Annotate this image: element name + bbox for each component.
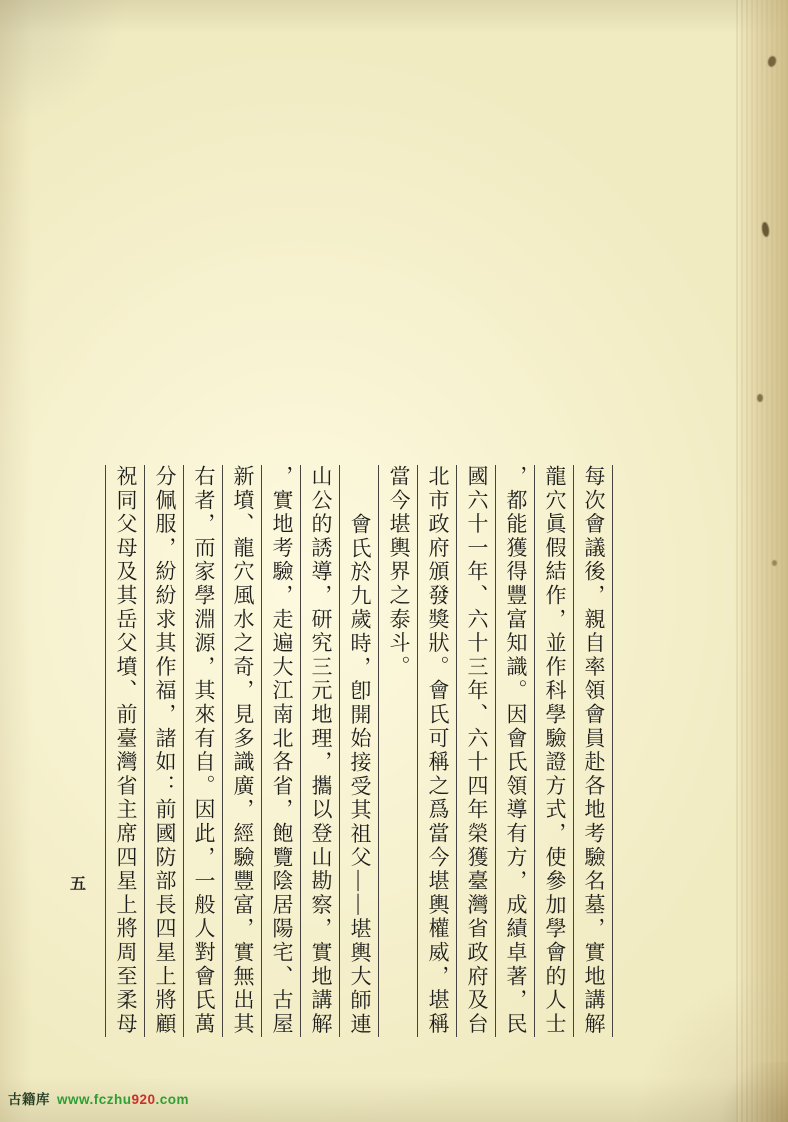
text-block bbox=[105, 465, 613, 1037]
text-column-1: 每次會議後，親自率領會員赴各地考驗名墓，實地講解 bbox=[573, 465, 612, 1037]
text-column-4: 國六十一年、六十三年、六十四年榮獲臺灣省政府及台 bbox=[456, 465, 495, 1037]
text-column-5: 北市政府頒發獎狀。會氏可稱之爲當今堪輿權威，堪稱 bbox=[417, 465, 456, 1037]
text-column-6: 當今堪輿界之泰斗。 bbox=[378, 465, 417, 1037]
page-number: 五 bbox=[70, 876, 87, 893]
page-edge-speck bbox=[757, 394, 763, 402]
watermark bbox=[8, 1088, 189, 1108]
corner-smudge bbox=[718, 1062, 788, 1122]
watermark-url-number: 920 bbox=[131, 1092, 156, 1107]
page-fore-edge bbox=[736, 0, 788, 1122]
watermark-url-prefix: www.fczhu bbox=[57, 1092, 132, 1107]
text-column-11: 右者，而家學淵源，其來有自。因此，一般人對會氏萬 bbox=[183, 465, 222, 1037]
text-column-3: ，都能獲得豐富知識。因會氏領導有方，成績卓著，民 bbox=[495, 465, 534, 1037]
text-column-10: 新墳、龍穴風水之奇，見多識廣，經驗豐富，實無出其 bbox=[222, 465, 261, 1037]
text-column-7: 會氏於九歲時，卽開始接受其祖父——堪輿大師連 bbox=[339, 465, 378, 1037]
watermark-site-name: 古籍库 bbox=[8, 1092, 50, 1107]
text-column-13: 祝同父母及其岳父墳、前臺灣省主席四星上將周至柔母 bbox=[105, 465, 144, 1037]
text-column-9: ，實地考驗，走遍大江南北各省，飽覽陰居陽宅、古屋 bbox=[261, 465, 300, 1037]
page-edge-speck bbox=[772, 560, 777, 566]
text-column-2: 龍穴眞假結作，並作科學驗證方式，使參加學會的人士 bbox=[534, 465, 573, 1037]
text-column-8: 山公的誘導，研究三元地理，攜以登山勘察，實地講解 bbox=[300, 465, 339, 1037]
text-column-12: 分佩服，紛紛求其作福，諸如：前國防部長四星上將顧 bbox=[144, 465, 183, 1037]
watermark-url-suffix: .com bbox=[155, 1092, 190, 1107]
